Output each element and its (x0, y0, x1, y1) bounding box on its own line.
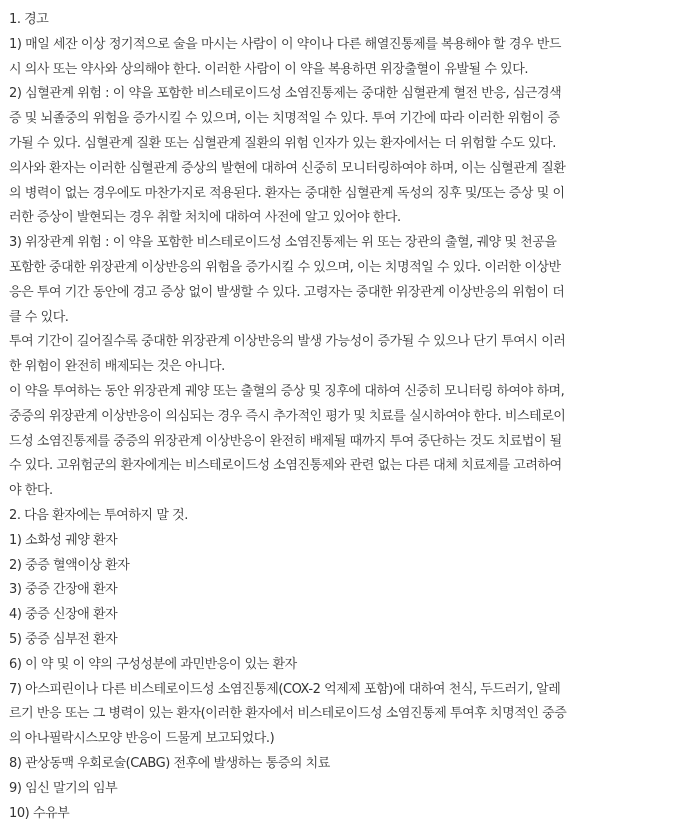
text-line: 포함한 중대한 위장관계 이상반응의 위험을 증가시킬 수 있으며, 이는 치명적일 수 있다. 이러한 이상반 (9, 259, 561, 275)
section-heading-warning: 1. 경고 (9, 12, 49, 27)
text-line: 드성 소염진통제를 중증의 위장관계 이상반응이 완전히 배제될 때까지 투여 중단하는 것도 치료법이 될 (9, 433, 562, 449)
section-heading-contraindications: 2. 다음 환자에는 투여하지 말 것. (9, 507, 188, 523)
list-item: 4) 중증 신장애 환자 (9, 607, 118, 623)
text-line: 가될 수 있다. 심혈관계 질환 또는 심혈관계 질환의 위험 인자가 있는 환자에서는 더 위험할 수도 있다. (9, 135, 556, 151)
text-line: 투여 기간이 길어질수록 중대한 위장관계 이상반응의 발생 가능성이 증가될 수 있으나 단기 투여시 이러 (9, 334, 566, 350)
text-line: 시 의사 또는 약사와 상의해야 한다. 이러한 사람이 이 약을 복용하면 위장출혈이 유발될 수 있다. (9, 61, 529, 77)
text-line: 증 및 뇌졸중의 위험을 증가시킬 수 있으며, 이는 치명적일 수 있다. 투여 기간에 따라 이러한 위험이 증 (9, 111, 560, 127)
list-item: 9) 임신 말기의 임부 (9, 780, 118, 796)
text-line: 러한 증상이 발현되는 경우 취할 처치에 대하여 사전에 알고 있어야 한다. (9, 210, 401, 226)
text-line: 의 병력이 없는 경우에도 마찬가지로 적용된다. 환자는 중대한 심혈관계 독성의 징후 및/또는 증상 및 이 (9, 185, 565, 201)
document-body (9, 8, 677, 826)
text-line: 1) 매일 세잔 이상 정기적으로 술을 마시는 사람이 이 약이나 다른 해열진통제를 복용해야 할 경우 반드 (9, 36, 561, 52)
list-item: 2) 중증 혈액이상 환자 (9, 557, 130, 573)
list-item: 10) 수유부 (9, 805, 70, 821)
list-item: 5) 중증 심부전 환자 (9, 631, 118, 647)
list-item: 3) 중증 간장애 환자 (9, 582, 118, 598)
text-line: 2) 심혈관계 위험 : 이 약을 포함한 비스테로이드성 소염진통제는 중대한 심혈관계 혈전 반응, 심근경색 (9, 86, 562, 102)
list-item: 7) 아스피린이나 다른 비스테로이드성 소염진통제(COX-2 억제제 포함)에 대하여 천식, 두드러기, 알레 (9, 681, 561, 697)
text-line: 3) 위장관계 위험 : 이 약을 포함한 비스테로이드성 소염진통제는 위 또는 장관의 출혈, 궤양 및 천공을 (9, 235, 557, 251)
text-line: 르기 반응 또는 그 병력이 있는 환자(이러한 환자에서 비스테로이드성 소염진통제 투여후 치명적인 중증 (9, 706, 567, 722)
text-line: 의사와 환자는 이러한 심혈관계 증상의 발현에 대하여 신중히 모니터링하여야 하며, 이는 심혈관계 질환 (9, 160, 566, 176)
list-item: 6) 이 약 및 이 약의 구성성분에 과민반응이 있는 환자 (9, 656, 297, 672)
text-line: 의 아나필락시스모양 반응이 드물게 보고되었다.) (9, 731, 275, 747)
list-item: 1) 소화성 궤양 환자 (9, 532, 118, 548)
text-line: 클 수 있다. (9, 309, 69, 325)
text-line: 이 약을 투여하는 동안 위장관계 궤양 또는 출혈의 증상 및 징후에 대하여 신중히 모니터링 하여야 하며, (9, 383, 565, 399)
text-line: 야 한다. (9, 483, 53, 499)
text-line: 중증의 위장관계 이상반응이 의심되는 경우 즉시 추가적인 평가 및 치료를 실시하여야 한다. 비스테로이 (9, 408, 566, 424)
list-item: 8) 관상동맥 우회로술(CABG) 전후에 발생하는 통증의 치료 (9, 755, 330, 771)
text-line: 응은 투여 기간 동안에 경고 증상 없이 발생할 수 있다. 고령자는 중대한 위장관계 이상반응의 위험이 더 (9, 284, 565, 300)
text-line: 수 있다. 고위험군의 환자에게는 비스테로이드성 소염진통제와 관련 없는 다른 대체 치료제를 고려하여 (9, 458, 562, 474)
text-line: 한 위험이 완전히 배제되는 것은 아니다. (9, 359, 225, 375)
